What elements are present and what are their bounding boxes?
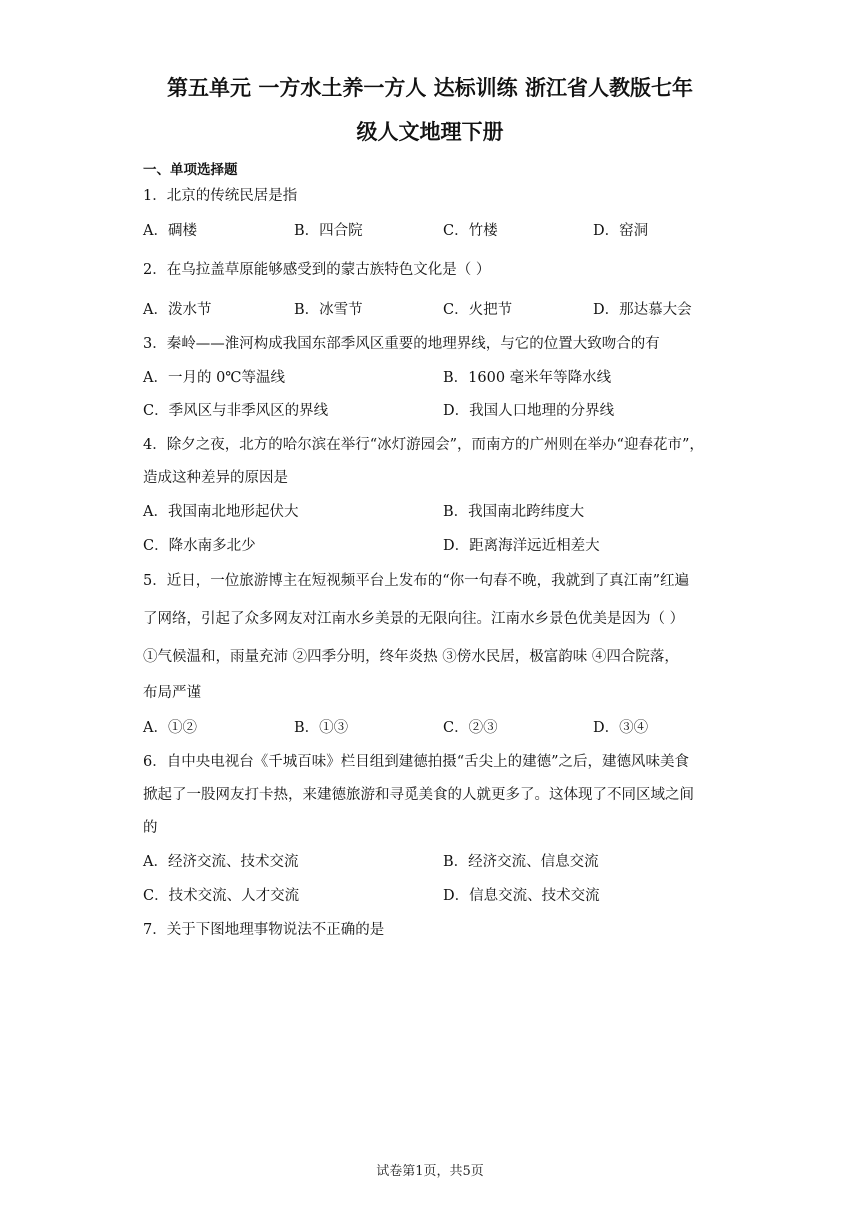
question-6-stem-line-2: 掀起了一股网友打卡热，来建德旅游和寻觅美食的人就更多了。这体现了不同区域之间 <box>143 787 694 803</box>
section-heading: 一、单项选择题 <box>143 162 238 178</box>
question-1-stem: 1．北京的传统民居是指 <box>143 188 298 204</box>
question-2-option-a: A．泼水节 <box>143 302 212 318</box>
question-5-option-d: D．③④ <box>593 720 649 736</box>
question-3-option-b: B．1600 毫米年等降水线 <box>443 370 612 386</box>
question-6-option-c: C．技术交流、人才交流 <box>143 888 300 904</box>
question-6-option-d: D．信息交流、技术交流 <box>443 888 600 904</box>
title-line-1: 第五单元 一方水土养一方人 达标训练 浙江省人教版七年 <box>167 76 693 100</box>
question-3-option-a: A．一月的 0℃等温线 <box>143 370 286 386</box>
question-3-option-c: C．季风区与非季风区的界线 <box>143 403 329 419</box>
question-5-option-a: A．①② <box>143 720 197 736</box>
question-5-option-c: C．②③ <box>443 720 498 736</box>
question-2-option-b: B．冰雪节 <box>294 302 363 318</box>
question-5-option-b: B．①③ <box>294 720 349 736</box>
question-6-stem-line-1: 6．自中央电视台《千城百味》栏目组到建德拍摄“舌尖上的建德”之后，建德风味美食 <box>143 754 690 770</box>
question-5-stem-line-3: ①气候温和，雨量充沛 ②四季分明，终年炎热 ③傍水民居，极富韵味 ④四合院落， <box>143 649 679 665</box>
title-line-2: 级人文地理下册 <box>356 120 504 144</box>
question-4-option-d: D．距离海洋远近相差大 <box>443 538 600 554</box>
question-1-option-c: C．竹楼 <box>443 223 498 239</box>
question-3-option-d: D．我国人口地理的分界线 <box>443 403 615 419</box>
question-1-option-a: A．碉楼 <box>143 223 197 239</box>
question-6-option-a: A．经济交流、技术交流 <box>143 854 299 870</box>
question-7-stem: 7．关于下图地理事物说法不正确的是 <box>143 922 385 938</box>
question-1-option-d: D．窑洞 <box>593 223 649 239</box>
question-2-stem: 2．在乌拉盖草原能够感受到的蒙古族特色文化是（ ） <box>143 262 491 278</box>
question-2-option-c: C．火把节 <box>443 302 513 318</box>
question-4-option-c: C．降水南多北少 <box>143 538 256 554</box>
question-6-stem-line-3: 的 <box>143 820 158 836</box>
question-1-option-b: B．四合院 <box>294 223 363 239</box>
question-2-option-d: D．那达慕大会 <box>593 302 692 318</box>
question-3-stem: 3．秦岭——淮河构成我国东部季风区重要的地理界线，与它的位置大致吻合的有 <box>143 336 660 352</box>
page-title <box>100 66 760 154</box>
question-4-option-b: B．我国南北跨纬度大 <box>443 504 585 520</box>
question-5-stem-line-2: 了网络，引起了众多网友对江南水乡美景的无限向往。江南水乡景色优美是因为（ ） <box>143 611 685 627</box>
question-4-option-a: A．我国南北地形起伏大 <box>143 504 299 520</box>
question-5-stem-line-4: 布局严谨 <box>143 685 201 701</box>
question-4-stem-line-1: 4．除夕之夜，北方的哈尔滨在举行“冰灯游园会”，而南方的广州则在举办“迎春花市”， <box>143 437 704 453</box>
question-6-option-b: B．经济交流、信息交流 <box>443 854 599 870</box>
question-5-stem-line-1: 5．近日，一位旅游博主在短视频平台上发布的“你一句春不晚，我就到了真江南”红遍 <box>143 573 690 589</box>
page-footer: 试卷第1页，共5页 <box>376 1164 484 1179</box>
question-4-stem-line-2: 造成这种差异的原因是 <box>143 470 288 486</box>
